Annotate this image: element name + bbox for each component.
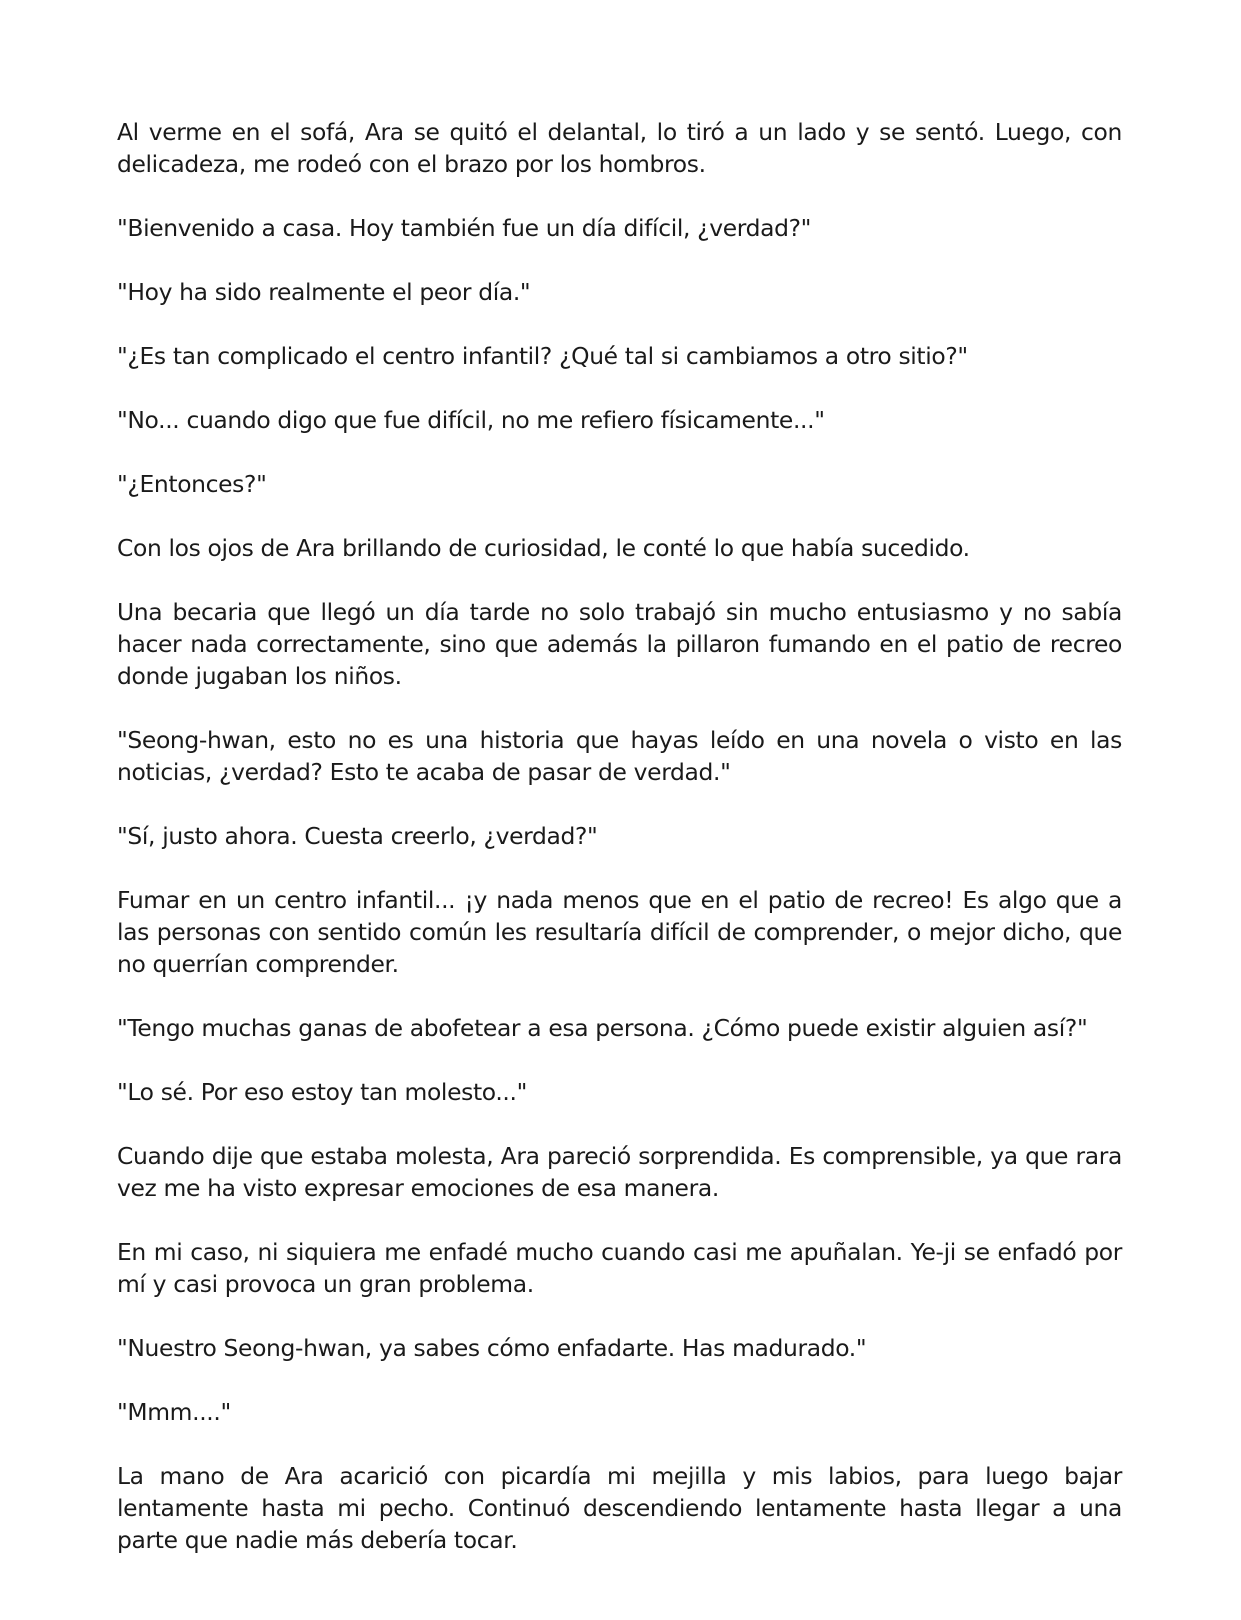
- paragraph-15: En mi caso, ni siquiera me enfadé mucho cuando casi me apuñalan. Ye-ji se enfadó por mí y casi provoca un gran problema.: [117, 1238, 1122, 1298]
- paragraph-7: Con los ojos de Ara brillando de curiosidad, le conté lo que había sucedido.: [117, 534, 970, 562]
- paragraph-8: Una becaria que llegó un día tarde no solo trabajó sin mucho entusiasmo y no sabía hacer nada correctamente, sino que además la pillaron fumando en el patio de recreo donde jugaban los niños.: [117, 598, 1122, 690]
- paragraph-9: "Seong-hwan, esto no es una historia que hayas leído en una novela o visto en las noticias, ¿verdad? Esto te acaba de pasar de verdad.": [117, 726, 1122, 786]
- paragraph-17: "Mmm....": [117, 1398, 231, 1426]
- paragraph-16: "Nuestro Seong-hwan, ya sabes cómo enfadarte. Has madurado.": [117, 1334, 867, 1362]
- document-page: [117, 116, 1122, 1556]
- paragraph-11: Fumar en un centro infantil... ¡y nada menos que en el patio de recreo! Es algo que a las personas con sentido común les resultaría difícil de comprender, o mejor dicho, que no querrían comprender.: [117, 886, 1122, 978]
- paragraph-18: La mano de Ara acarició con picardía mi mejilla y mis labios, para luego bajar lentamente hasta mi pecho. Continuó descendiendo lentamente hasta llegar a una parte que nadie más debería tocar.: [117, 1462, 1122, 1554]
- paragraph-2: "Bienvenido a casa. Hoy también fue un día difícil, ¿verdad?": [117, 214, 812, 242]
- paragraph-3: "Hoy ha sido realmente el peor día.": [117, 278, 531, 306]
- paragraph-1: Al verme en el sofá, Ara se quitó el delantal, lo tiró a un lado y se sentó. Luego, con delicadeza, me rodeó con el brazo por los hombros.: [117, 118, 1122, 178]
- paragraph-5: "No... cuando digo que fue difícil, no me refiero físicamente...": [117, 406, 825, 434]
- paragraph-10: "Sí, justo ahora. Cuesta creerlo, ¿verdad?": [117, 822, 598, 850]
- paragraph-13: "Lo sé. Por eso estoy tan molesto...": [117, 1078, 527, 1106]
- paragraph-4: "¿Es tan complicado el centro infantil? ¿Qué tal si cambiamos a otro sitio?": [117, 342, 968, 370]
- paragraph-12: "Tengo muchas ganas de abofetear a esa persona. ¿Cómo puede existir alguien así?": [117, 1014, 1088, 1042]
- paragraph-14: Cuando dije que estaba molesta, Ara pareció sorprendida. Es comprensible, ya que rara vez me ha visto expresar emociones de esa manera.: [117, 1142, 1122, 1202]
- paragraph-6: "¿Entonces?": [117, 470, 267, 498]
